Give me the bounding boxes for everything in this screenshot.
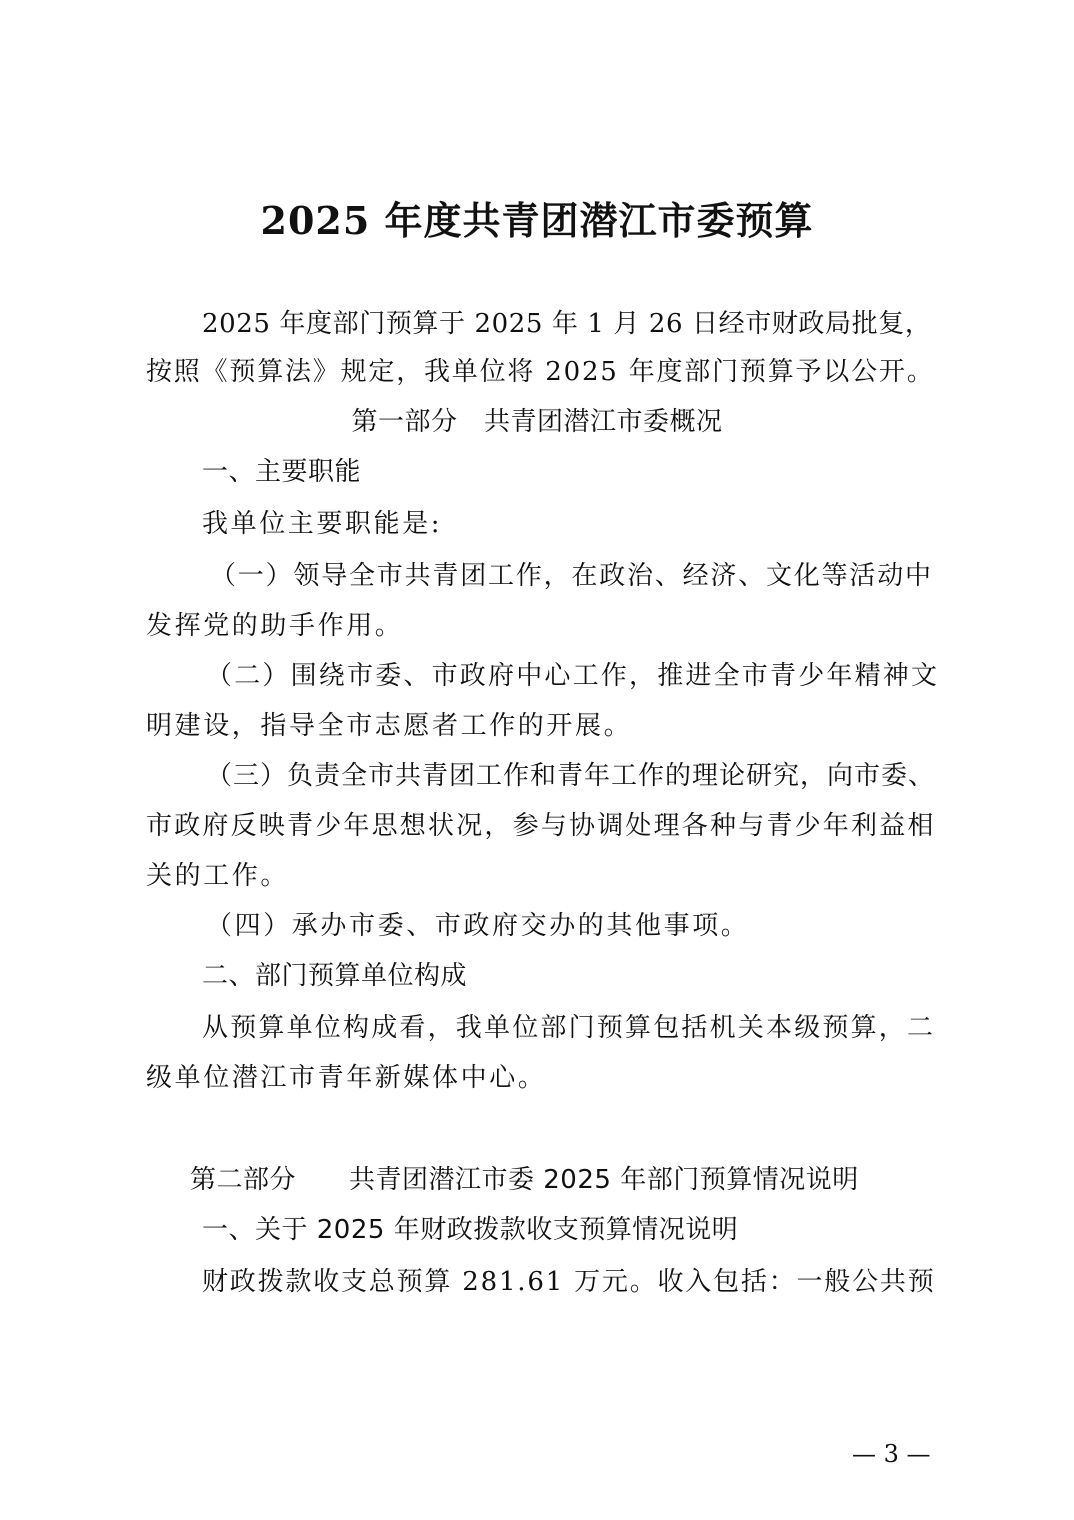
function-2-line-1: （二）围绕市委、市政府中心工作，推进全市青少年精神文 <box>206 661 940 691</box>
part2-section1-heading: 一、关于 2025 年财政拨款收支预算情况说明 <box>202 1215 739 1245</box>
function-3-line-3: 关的工作。 <box>146 861 290 891</box>
function-3-line-2: 市政府反映青少年思想状况，参与协调处理各种与青少年利益相 <box>146 811 936 841</box>
part1-heading: 第一部分 共青团潜江市委概况 <box>351 407 723 437</box>
function-2-line-2: 明建设，指导全市志愿者工作的开展。 <box>146 711 633 741</box>
part2-heading: 第二部分 共青团潜江市委 2025 年部门预算情况说明 <box>190 1165 859 1195</box>
section1-heading: 一、主要职能 <box>202 457 362 487</box>
function-3-line-1: （三）负责全市共青团工作和青年工作的理论研究，向市委、 <box>206 761 936 791</box>
functions-lead: 我单位主要职能是: <box>202 509 443 539</box>
units-line-1: 从预算单位构成看，我单位部门预算包括机关本级预算，二 <box>202 1013 936 1043</box>
units-line-2: 级单位潜江市青年新媒体中心。 <box>146 1063 547 1093</box>
part2-text-line-1: 财政拨款收支总预算 281.61 万元。收入包括：一般公共预 <box>202 1267 936 1297</box>
page-number: — 3 — <box>852 1440 931 1468</box>
section2-heading: 二、部门预算单位构成 <box>202 961 468 991</box>
function-4-line-1: （四）承办市委、市政府交办的其他事项。 <box>206 911 750 941</box>
intro-line-1: 2025 年度部门预算于 2025 年 1 月 26 日经市财政局批复， <box>202 309 932 339</box>
function-1-line-1: （一）领导全市共青团工作，在政治、经济、文化等活动中 <box>210 561 933 591</box>
document-title: 2025 年度共青团潜江市委预算 <box>260 198 814 243</box>
function-1-line-2: 发挥党的助手作用。 <box>146 611 404 641</box>
intro-line-2: 按照《预算法》规定，我单位将 2025 年度部门预算予以公开。 <box>146 357 935 387</box>
